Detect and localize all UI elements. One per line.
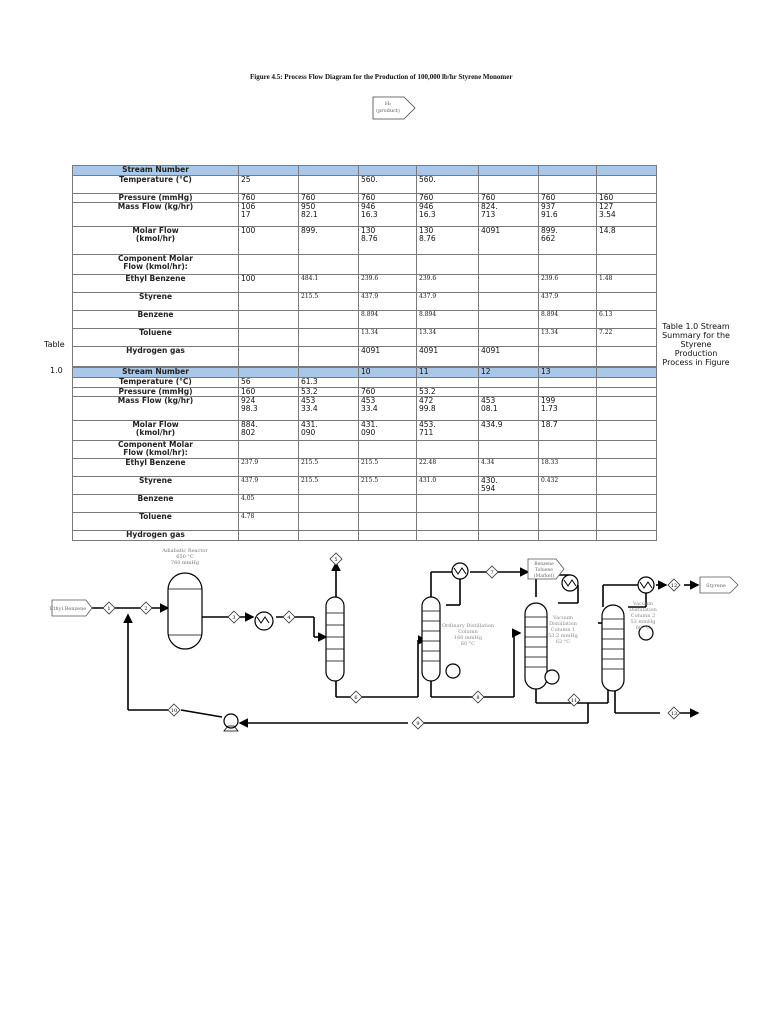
- table-cell: [359, 166, 417, 176]
- table-cell: 453 08.1: [479, 397, 539, 421]
- row-label: Mass Flow (kg/hr): [73, 397, 239, 421]
- table-cell: 215.5: [299, 459, 359, 477]
- col1-label-2: Column: [458, 629, 478, 635]
- col3-label-3: Column 2: [630, 613, 656, 619]
- col1-label-4: 60 °C: [460, 641, 476, 647]
- table-cell: 760: [539, 194, 597, 203]
- table-row: [73, 459, 657, 477]
- table-cell: [417, 513, 479, 531]
- table-cell: 239.6: [417, 275, 479, 293]
- ordinary-distillation-column: [422, 597, 440, 681]
- table-cell: [417, 255, 479, 275]
- h2-product-tag: [372, 96, 417, 122]
- table-row: [73, 311, 657, 329]
- table-cell: [479, 293, 539, 311]
- col2-label-1: Vacuum: [552, 615, 574, 621]
- table-cell: [539, 441, 597, 459]
- table-cell: [479, 513, 539, 531]
- svg-text:(Market): (Market): [533, 574, 555, 579]
- row-label: Component Molar Flow (kmol/hr):: [73, 441, 239, 459]
- table-cell: 239.6: [539, 275, 597, 293]
- table-cell: [479, 531, 539, 541]
- row-label: Styrene: [73, 477, 239, 495]
- table-cell: 946 16.3: [359, 203, 417, 227]
- table-cell: [597, 513, 657, 531]
- table-cell: [239, 311, 299, 329]
- table-cell: 239.6: [359, 275, 417, 293]
- stream-number: 2: [144, 606, 148, 612]
- table-cell: 472 99.8: [417, 397, 479, 421]
- stream-number: 5: [334, 557, 338, 563]
- separator-column: [326, 597, 344, 681]
- table-row: [73, 368, 657, 378]
- table-cell: [597, 421, 657, 441]
- table-cell: 215.5: [359, 459, 417, 477]
- row-label: Hydrogen gas: [73, 347, 239, 367]
- table-cell: [417, 378, 479, 388]
- row-label: Molar Flow (kmol/hr): [73, 227, 239, 255]
- table-row: [73, 477, 657, 495]
- stream-number: 9: [416, 721, 420, 727]
- table-cell: 946 16.3: [417, 203, 479, 227]
- table-cell: 560.: [359, 176, 417, 194]
- table-cell: 431.0: [417, 477, 479, 495]
- table-cell: [539, 347, 597, 367]
- table-cell: 100: [239, 227, 299, 255]
- row-label: Temperature (°C): [73, 176, 239, 194]
- reactor-vessel: [168, 573, 202, 649]
- table-cell: [597, 531, 657, 541]
- table-cell: 4091: [479, 347, 539, 367]
- vacuum-column-2: [602, 605, 624, 691]
- table-cell: [597, 378, 657, 388]
- table-cell: 6.13: [597, 311, 657, 329]
- reactor-label-3: 760 mmHg: [170, 560, 200, 566]
- row-label: Component Molar Flow (kmol/hr):: [73, 255, 239, 275]
- table-cell: 12: [479, 368, 539, 378]
- table-cell: [597, 255, 657, 275]
- table-cell: [479, 388, 539, 397]
- table-cell: [299, 311, 359, 329]
- col3-label-5: 60 °C: [635, 625, 651, 631]
- col2-label-5: 62 °C: [555, 639, 571, 645]
- row-label: Benzene: [73, 311, 239, 329]
- table-cell: 924 98.3: [239, 397, 299, 421]
- table-row: [73, 531, 657, 541]
- table-cell: 484.1: [299, 275, 359, 293]
- row-label: Molar Flow (kmol/hr): [73, 421, 239, 441]
- styrene-label: Styrene: [706, 583, 726, 589]
- table-cell: [299, 513, 359, 531]
- table-cell: 899.: [299, 227, 359, 255]
- vacuum-column-1: [525, 603, 547, 689]
- table-caption: Table 1.0 Stream Summary for the Styrene Production Process in Figure: [662, 322, 730, 367]
- table-cell: 160: [597, 194, 657, 203]
- side-label-table: Table: [44, 340, 65, 349]
- side-label-number: 1.0: [50, 366, 63, 375]
- table-row: [73, 194, 657, 203]
- table-cell: [479, 176, 539, 194]
- table-row: [73, 293, 657, 311]
- table-cell: [239, 347, 299, 367]
- row-label: Ethyl Benzene: [73, 459, 239, 477]
- table-cell: 884. 802: [239, 421, 299, 441]
- row-label: Pressure (mmHg): [73, 194, 239, 203]
- table-cell: 560.: [417, 176, 479, 194]
- table-cell: [239, 166, 299, 176]
- feed-label: Ethyl Benzene: [49, 606, 87, 612]
- table-cell: [239, 368, 299, 378]
- table-cell: 10: [359, 368, 417, 378]
- table-cell: [299, 329, 359, 347]
- table-cell: [597, 368, 657, 378]
- svg-text:Benzene: Benzene: [534, 562, 554, 567]
- svg-text:(product): (product): [376, 108, 400, 114]
- table-cell: [597, 441, 657, 459]
- table-cell: [299, 441, 359, 459]
- table-cell: [299, 255, 359, 275]
- table-cell: [597, 477, 657, 495]
- table-row: [73, 397, 657, 421]
- table-cell: [597, 495, 657, 513]
- table-cell: [359, 531, 417, 541]
- col1-label-3: 160 mmHg: [453, 635, 483, 641]
- table-cell: [299, 368, 359, 378]
- row-label: Toluene: [73, 513, 239, 531]
- table-cell: 8.894: [359, 311, 417, 329]
- table-cell: 453. 711: [417, 421, 479, 441]
- col1-label-1: Ordinary Distillation: [441, 623, 495, 629]
- table-cell: 760: [479, 194, 539, 203]
- table-cell: [539, 388, 597, 397]
- table-cell: [417, 495, 479, 513]
- table-cell: 453 33.4: [299, 397, 359, 421]
- table-cell: [539, 513, 597, 531]
- table-cell: [299, 166, 359, 176]
- table-cell: 4091: [479, 227, 539, 255]
- heat-exchanger-icon: [255, 612, 273, 630]
- table-cell: 61.3: [299, 378, 359, 388]
- stream-number: 7: [490, 570, 494, 576]
- row-label: Mass Flow (kg/hr): [73, 203, 239, 227]
- table-cell: 130 8.76: [417, 227, 479, 255]
- table-cell: 160: [239, 388, 299, 397]
- table-cell: [597, 388, 657, 397]
- table-cell: 937 91.6: [539, 203, 597, 227]
- row-label: Pressure (mmHg): [73, 388, 239, 397]
- table-cell: 437.9: [359, 293, 417, 311]
- row-label: Ethyl Benzene: [73, 275, 239, 293]
- table-cell: [417, 166, 479, 176]
- table-row: [73, 378, 657, 388]
- table-cell: 8.894: [539, 311, 597, 329]
- reboiler-2-icon: [545, 670, 559, 684]
- stream-number: 4: [287, 615, 291, 621]
- stream-number: 3: [232, 615, 236, 621]
- table-cell: 130 8.76: [359, 227, 417, 255]
- col2-label-2: Distillation: [549, 621, 577, 627]
- table-cell: 4.05: [239, 495, 299, 513]
- table-cell: 760: [239, 194, 299, 203]
- table-cell: 53.2: [299, 388, 359, 397]
- table-row: [73, 227, 657, 255]
- col2-label-4: 53.2 mmHg: [548, 633, 578, 639]
- table-row: [73, 203, 657, 227]
- table-cell: [299, 347, 359, 367]
- table-cell: [479, 441, 539, 459]
- table-cell: 760: [359, 194, 417, 203]
- table-cell: [479, 311, 539, 329]
- table-cell: [479, 378, 539, 388]
- table-cell: [239, 255, 299, 275]
- table-cell: [417, 531, 479, 541]
- table-cell: [597, 347, 657, 367]
- table-cell: [299, 495, 359, 513]
- table-cell: 18.7: [539, 421, 597, 441]
- row-label: Stream Number: [73, 166, 239, 176]
- table-cell: 22.48: [417, 459, 479, 477]
- table-cell: 13.34: [539, 329, 597, 347]
- table-row: [73, 421, 657, 441]
- table-cell: 199 1.73: [539, 397, 597, 421]
- table-cell: 4.34: [479, 459, 539, 477]
- table-cell: [239, 441, 299, 459]
- table-cell: [417, 441, 479, 459]
- table-row: [73, 441, 657, 459]
- table-cell: 215.5: [299, 293, 359, 311]
- table-cell: 4091: [359, 347, 417, 367]
- table-cell: 437.9: [539, 293, 597, 311]
- stream-number: 12: [670, 583, 678, 589]
- table-cell: [479, 255, 539, 275]
- table-cell: 824. 713: [479, 203, 539, 227]
- row-label: Benzene: [73, 495, 239, 513]
- table-cell: 53.2: [417, 388, 479, 397]
- table-cell: 25: [239, 176, 299, 194]
- table-cell: 4091: [417, 347, 479, 367]
- table-cell: [539, 378, 597, 388]
- stream-number: 10: [170, 708, 178, 714]
- table-cell: [539, 495, 597, 513]
- table-cell: [359, 378, 417, 388]
- table-cell: [479, 495, 539, 513]
- table-cell: [239, 329, 299, 347]
- table-cell: [479, 166, 539, 176]
- stream-number: 6: [354, 695, 358, 701]
- table-cell: [597, 397, 657, 421]
- table-row: [73, 255, 657, 275]
- table-cell: [239, 293, 299, 311]
- table-cell: [597, 293, 657, 311]
- col3-label-4: 53 mmHg: [630, 619, 656, 625]
- process-flow-diagram: [48, 545, 748, 735]
- table-cell: 100: [239, 275, 299, 293]
- col3-label-2: Distillation: [629, 607, 657, 613]
- table-cell: 56: [239, 378, 299, 388]
- table-cell: [359, 513, 417, 531]
- reboiler-icon: [446, 664, 460, 678]
- table-cell: [359, 441, 417, 459]
- table-cell: 1.48: [597, 275, 657, 293]
- table-cell: [539, 166, 597, 176]
- stream-number: 8: [476, 695, 480, 701]
- table-cell: [299, 176, 359, 194]
- table-cell: [479, 275, 539, 293]
- table-cell: [539, 255, 597, 275]
- table-cell: [359, 255, 417, 275]
- table-cell: 0.432: [539, 477, 597, 495]
- figure-title: Figure 4.5: Process Flow Diagram for the Production of 100,000 lb/hr Styrene Monomer: [250, 73, 513, 81]
- table-row: [73, 275, 657, 293]
- table-cell: [597, 176, 657, 194]
- table-cell: [479, 329, 539, 347]
- col2-label-3: Column 1: [550, 627, 576, 633]
- table-cell: 18.33: [539, 459, 597, 477]
- table-row: [73, 388, 657, 397]
- table-cell: [539, 176, 597, 194]
- table-row: [73, 513, 657, 531]
- table-cell: [359, 495, 417, 513]
- table-cell: 13.34: [359, 329, 417, 347]
- table-cell: 437.9: [239, 477, 299, 495]
- table-cell: 11: [417, 368, 479, 378]
- svg-text:Toluene: Toluene: [535, 568, 553, 573]
- table-cell: 215.5: [359, 477, 417, 495]
- table-cell: 8.894: [417, 311, 479, 329]
- reactor-label-2: 650 °C: [176, 554, 194, 560]
- table-cell: 760: [417, 194, 479, 203]
- table-cell: 127 3.54: [597, 203, 657, 227]
- table-row: [73, 176, 657, 194]
- row-label: Temperature (°C): [73, 378, 239, 388]
- stream-number: 11: [570, 698, 578, 704]
- table-cell: 437.9: [417, 293, 479, 311]
- table-row: [73, 347, 657, 367]
- table-cell: 13.34: [417, 329, 479, 347]
- table-cell: 453 33.4: [359, 397, 417, 421]
- table-cell: 950 82.1: [299, 203, 359, 227]
- table-cell: [299, 531, 359, 541]
- row-label: Styrene: [73, 293, 239, 311]
- table-cell: 14.8: [597, 227, 657, 255]
- table-cell: [539, 531, 597, 541]
- table-row: [73, 495, 657, 513]
- table-cell: [239, 531, 299, 541]
- table-cell: 13: [539, 368, 597, 378]
- table-cell: 431. 090: [359, 421, 417, 441]
- table-cell: 760: [299, 194, 359, 203]
- row-label: Toluene: [73, 329, 239, 347]
- table-cell: [597, 459, 657, 477]
- table-cell: 215.5: [299, 477, 359, 495]
- stream-table-1: [72, 165, 657, 367]
- table-cell: 431. 090: [299, 421, 359, 441]
- row-label: Hydrogen gas: [73, 531, 239, 541]
- col3-label-1: Vacuum: [632, 601, 654, 607]
- table-cell: 434.9: [479, 421, 539, 441]
- stream-table-2: [72, 367, 657, 541]
- table-cell: 4.78: [239, 513, 299, 531]
- row-label: Stream Number: [73, 368, 239, 378]
- table-cell: 237.9: [239, 459, 299, 477]
- reactor-label-1: Adiabatic Reactor: [162, 548, 208, 554]
- svg-text:H₂: H₂: [384, 101, 392, 107]
- stream-number: 13: [670, 711, 678, 717]
- table-row: [73, 329, 657, 347]
- table-cell: 7.22: [597, 329, 657, 347]
- table-row: [73, 166, 657, 176]
- table-cell: [597, 166, 657, 176]
- table-cell: 430. 594: [479, 477, 539, 495]
- table-cell: 899. 662: [539, 227, 597, 255]
- table-cell: 106 17: [239, 203, 299, 227]
- stream-number: 1: [107, 606, 111, 612]
- table-cell: 760: [359, 388, 417, 397]
